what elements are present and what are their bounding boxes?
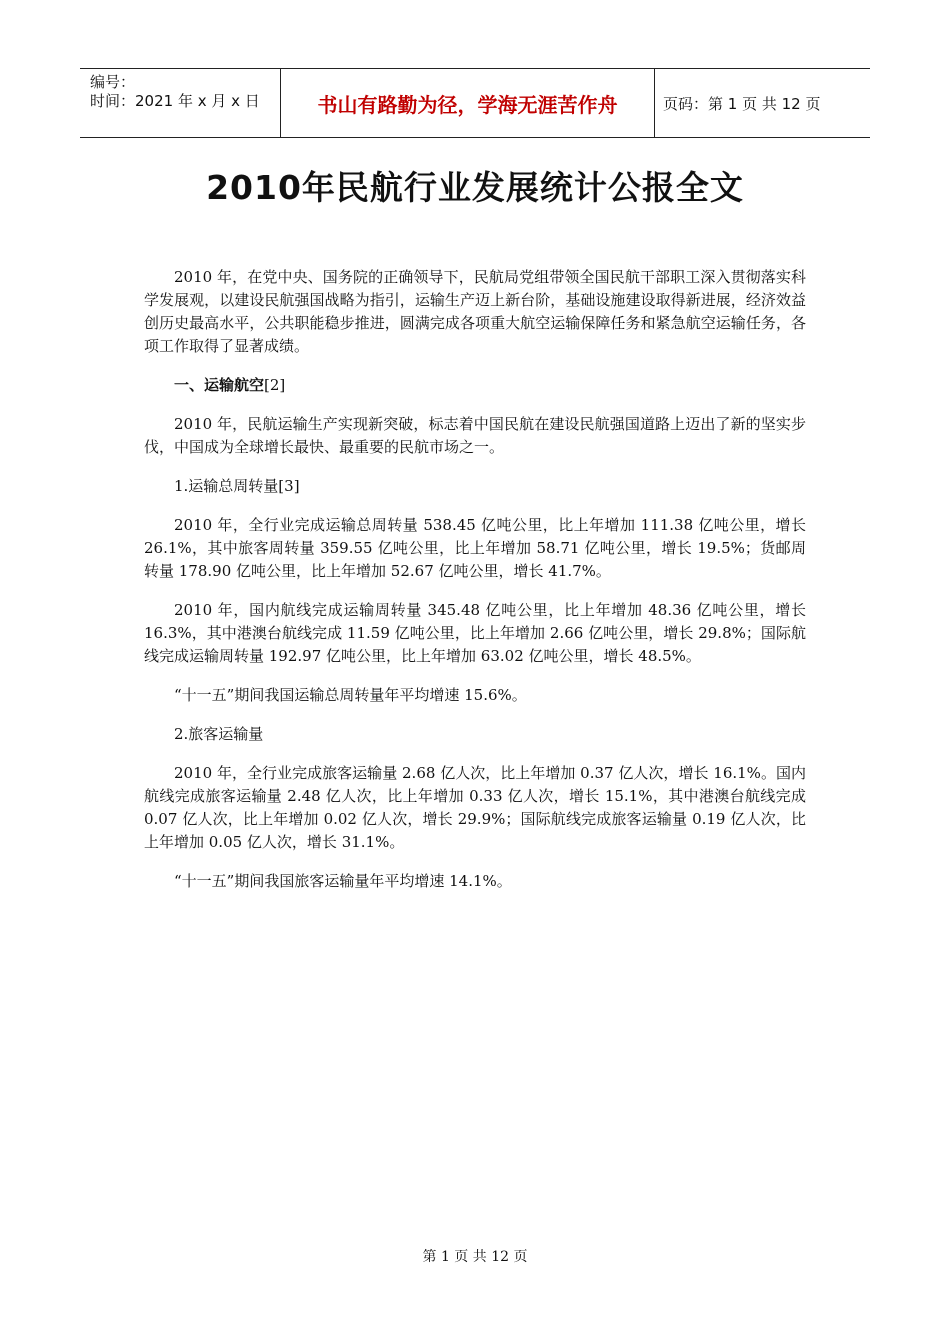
paragraph-transport-overview: 2010 年，民航运输生产实现新突破，标志着中国民航在建设民航强国道路上迈出了新的坚实步伐，中国成为全球增长最快、最重要的民航市场之一。 [144,415,806,456]
document-header [80,68,870,138]
paragraph-passenger-volume: 2010 年，全行业完成旅客运输量 2.68 亿人次，比上年增加 0.37 亿人次，增长 16.1%。国内航线完成旅客运输量 2.48 亿人次，比上年增加 0.33 亿人次，增长 15.1%，其中港澳台航线完成 0.07 亿人次，比上年增加 0.02 亿人次，增长 29.9%；国际航线完成旅客运输量 0.19 亿人次，比上年增加 0.05 亿人次，增长 31.1%。 [144,764,806,851]
header-page-info: 页码：第 1 页 共 12 页 [663,94,821,113]
paragraph-domestic-turnover: 2010 年，国内航线完成运输周转量 345.48 亿吨公里，比上年增加 48.36 亿吨公里，增长 16.3%，其中港澳台航线完成 11.59 亿吨公里，比上年增加 2.66 亿吨公里，增长 29.8%；国际航线完成运输周转量 192.97 亿吨公里，比上年增加 63.02 亿吨公里，增长 48.5%。 [144,601,806,665]
header-motto: 书山有路勤为径，学海无涯苦作舟 [281,69,655,137]
paragraph-intro: 2010 年，在党中央、国务院的正确领导下，民航局党组带领全国民航干部职工深入贯彻落实科学发展观，以建设民航强国战略为指引，运输生产迈上新台阶，基础设施建设取得新进展，经济效益创历史最高水平，公共职能稳步推进，圆满完成各项重大航空运输保障任务和紧急航空运输任务，各项工作取得了显著成绩。 [144,268,806,355]
page-footer: 第 1 页 共 12 页 [422,1249,528,1265]
time-label: 时间：2021 年 x 月 x 日 [90,92,260,110]
section-heading-transport [144,374,806,397]
subheading-passenger-volume: 2.旅客运输量 [174,725,264,743]
paragraph-total-turnover: 2010 年，全行业完成运输总周转量 538.45 亿吨公里，比上年增加 111.38 亿吨公里，增长 26.1%，其中旅客周转量 359.55 亿吨公里，比上年增加 58.71 亿吨公里，增长 19.5%；货邮周转量 178.90 亿吨公里，比上年增加 52.67 亿吨公里，增长 41.7%。 [144,516,806,580]
paragraph-turnover-growth: “十一五”期间我国运输总周转量年平均增速 15.6%。 [174,686,527,704]
footnote-ref: [2] [264,376,286,394]
number-label: 编号： [90,73,136,91]
header-meta [80,69,281,137]
subheading-total-turnover: 1.运输总周转量[3] [174,477,300,495]
document-title: 2010年民航行业发展统计公报全文 [206,168,744,207]
section-heading-text: 一、运输航空 [174,376,265,394]
paragraph-passenger-growth: “十一五”期间我国旅客运输量年平均增速 14.1%。 [174,872,512,890]
document-body [144,266,806,909]
